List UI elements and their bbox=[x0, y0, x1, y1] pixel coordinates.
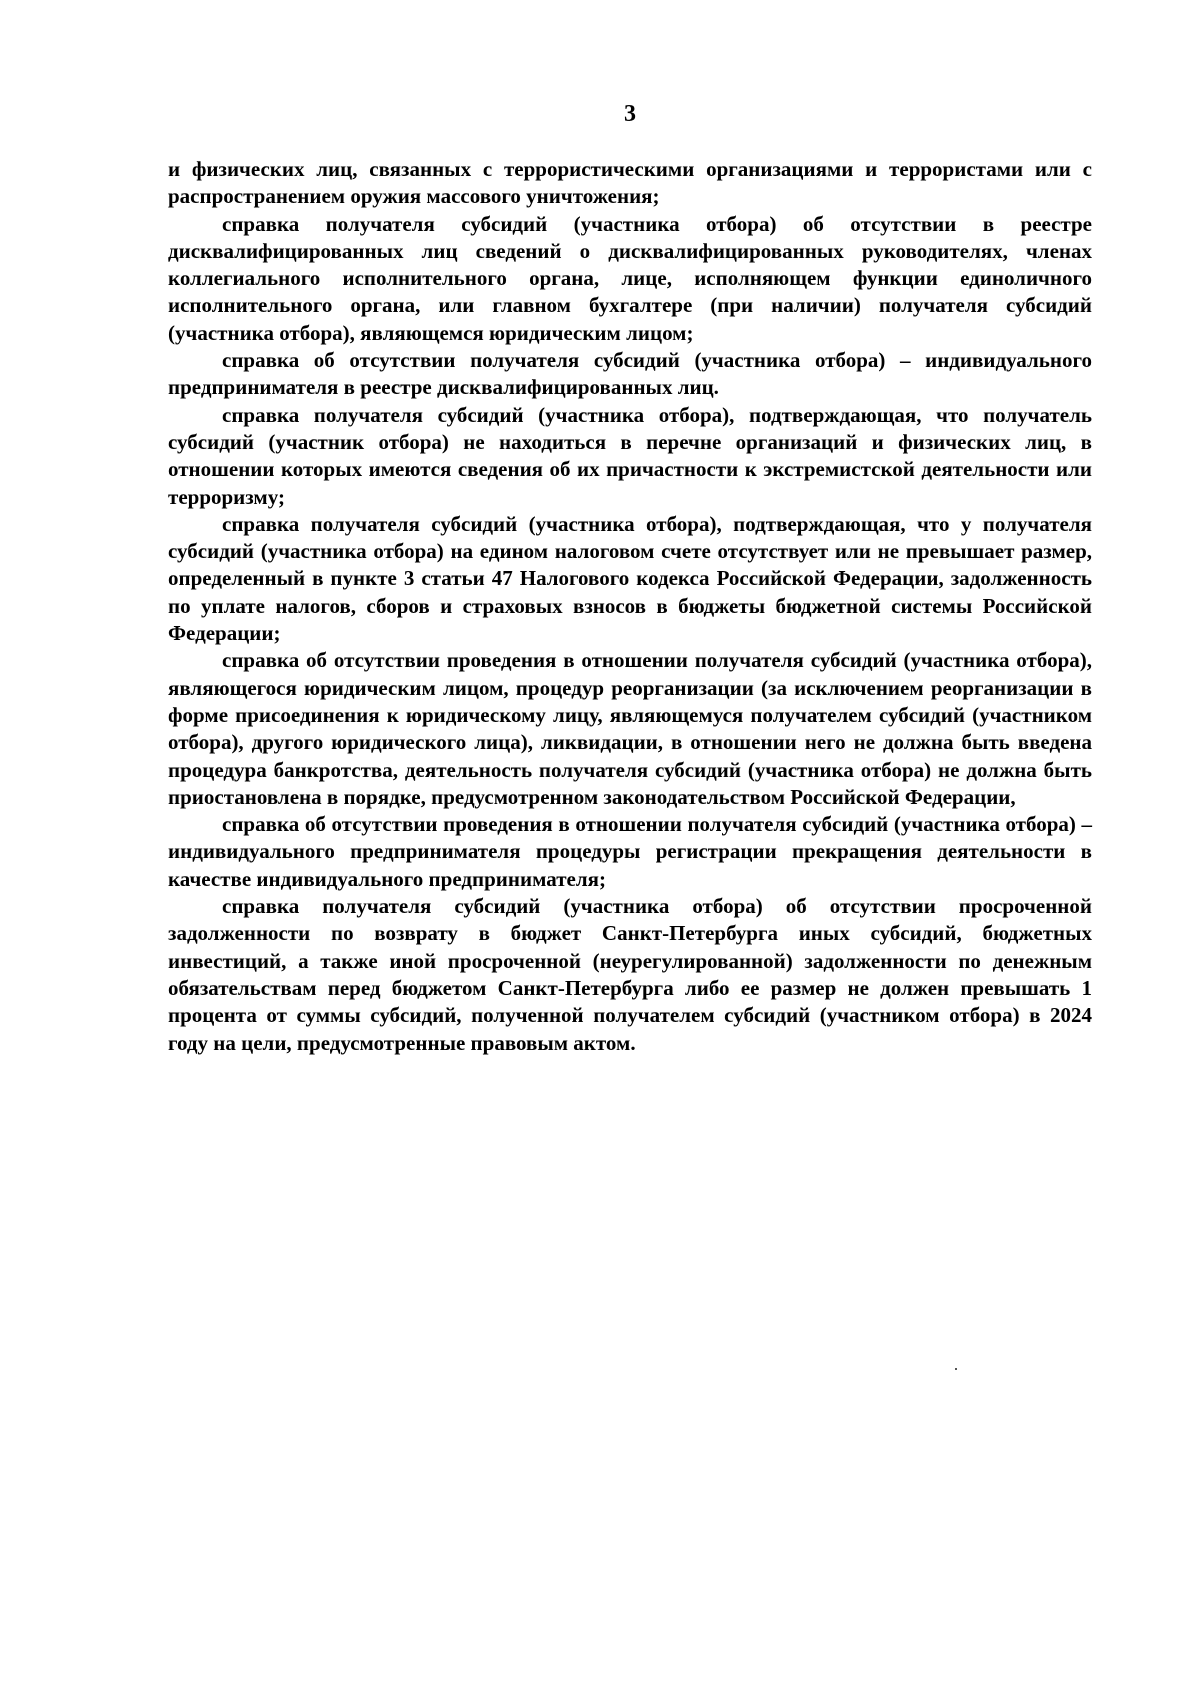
paragraph-tax-debt: справка получателя субсидий (участника отбора), подтверждающая, что у получателя субсидий (участника отбора) на едином налоговом счете отсутствует или не превышает размер, определенный в пункте 3 статьи 47 Налогового кодекса Российской Федерации, задолженность по уплате налогов, сборов и страховых взносов в бюджеты бюджетной системы Российской Федерации; bbox=[168, 511, 1092, 646]
paragraph-individual-entrepreneur-registry: справка об отсутствии получателя субсидий (участника отбора) – индивидуального предпринимателя в реестре дисквалифицированных лиц. bbox=[168, 348, 1092, 400]
paragraph-reorganization: справка об отсутствии проведения в отношении получателя субсидий (участника отбора), являющегося юридическим лицом, процедур реорганизации (за исключением реорганизации в форме присоединения к юридическому лицу, являющемуся получателем субсидий (участником отбора), другого юридического лица), ликвидации, в отношении него не должна быть введена процедура банкротства, деятельность получателя субсидий (участника отбора) не должна быть приостановлена в порядке, предусмотренном законодательством Российской Федерации, bbox=[168, 648, 1092, 809]
page-number: 3 bbox=[624, 101, 636, 127]
paragraph-extremism-list: справка получателя субсидий (участника отбора), подтверждающая, что получатель субсидий (участник отбора) не находиться в перечне организаций и физических лиц, в отношении которых имеются сведения об их причастности к экстремистской деятельности или терроризму; bbox=[168, 402, 1092, 509]
paragraph-disqualified-registry: справка получателя субсидий (участника отбора) об отсутствии в реестре дисквалифицированных лиц сведений о дисквалифицированных руководителях, членах коллегиального исполнительного органа, лице, исполняющем функции единоличного исполнительного органа, или главном бухгалтере (при наличии) получателя субсидий (участника отбора), являющемся юридическим лицом; bbox=[168, 211, 1092, 345]
scan-speck bbox=[955, 1368, 957, 1370]
paragraph-overdue-debt: справка получателя субсидий (участника отбора) об отсутствии просроченной задолженности по возврату в бюджет Санкт-Петербурга иных субсидий, бюджетных инвестиций, а также иной просроченной (неурегулированной) задолженности по денежным обязательствам перед бюджетом Санкт-Петербурга либо ее размер не должен превышать 1 процента от суммы субсидий, полученной получателем субсидий (участником отбора) в 2024 году на цели, предусмотренные правовым актом. bbox=[168, 894, 1092, 1055]
document-body bbox=[168, 156, 1092, 1057]
paragraph-continuation: и физических лиц, связанных с террористическими организациями и террористами или с распространением оружия массового уничтожения; bbox=[168, 157, 1092, 209]
paragraph-termination-registration: справка об отсутствии проведения в отношении получателя субсидий (участника отбора) – индивидуального предпринимателя процедуры регистрации прекращения деятельности в качестве индивидуального предпринимателя; bbox=[168, 812, 1092, 891]
